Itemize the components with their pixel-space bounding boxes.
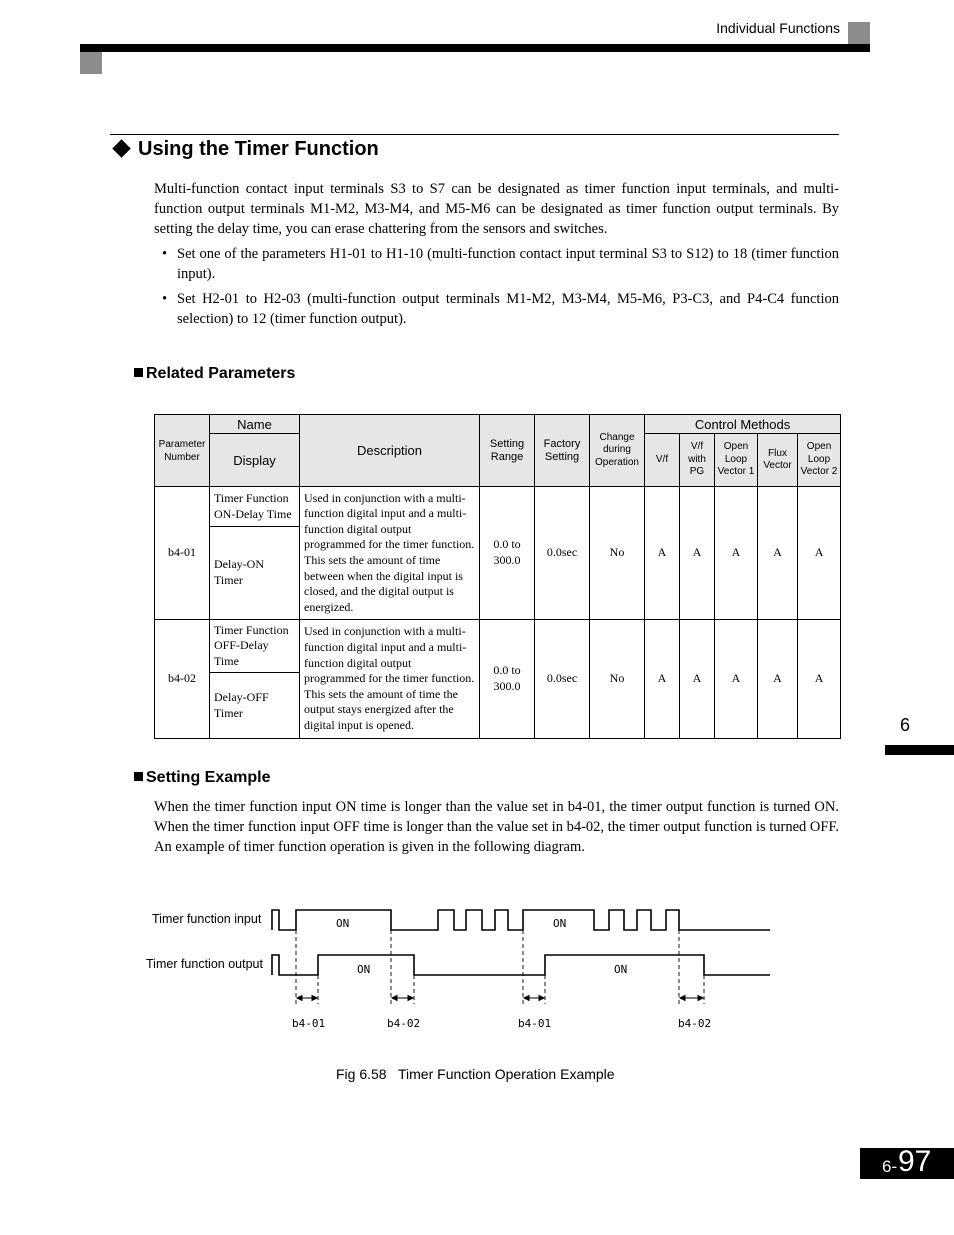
arrowhead-icon (312, 996, 317, 1001)
delay-label: b4-02 (387, 1017, 421, 1030)
header-gray-square (80, 52, 102, 74)
chapter-tab-bar (885, 745, 954, 755)
header-method-olv1: Open Loop Vector 1 (715, 434, 758, 487)
header-method-flux: Flux Vector (758, 434, 798, 487)
param-name: Timer Function ON-Delay Time (210, 487, 300, 527)
bullet-item (162, 244, 839, 284)
on-label: ON (336, 917, 350, 930)
param-method-value: A (758, 487, 798, 620)
param-method-value: A (645, 487, 680, 620)
intro-paragraph: Multi-function contact input terminals S3 to S7 can be designated as timer function input terminals, and multi-function output terminals M1-M2, M3-M4, and M5-M6 can be designated as timer function output terminals. By setting the delay time, you can erase chattering from the sensors and switches. (154, 181, 839, 237)
setting-example-paragraph: When the timer function input ON time is longer than the value set in b4-01, the timer output function is turned ON. When the timer function input OFF time is longer than the value set in b4-02, the timer output function is turned OFF. An example of timer function operation is given in the following diagram. (154, 799, 839, 855)
arrowhead-icon (297, 996, 302, 1001)
header-method-olv2: Open Loop Vector 2 (798, 434, 841, 487)
bullet-dot-icon: • (162, 291, 168, 307)
param-method-value: A (715, 620, 758, 739)
header-method-vf: V/f (645, 434, 680, 487)
param-display: Delay-ON Timer (210, 527, 300, 620)
table-row (155, 487, 841, 527)
header-display: Display (210, 434, 300, 487)
arrowhead-icon (408, 996, 413, 1001)
header-description: Description (300, 415, 480, 487)
output-signal-trace (272, 955, 770, 975)
param-method-value: A (758, 620, 798, 739)
page-number: 97 (898, 1145, 932, 1178)
square-bullet-icon (134, 772, 143, 781)
arrowhead-icon (524, 996, 529, 1001)
header-gray-box (848, 22, 870, 44)
header-factory-setting: Factory Setting (535, 415, 590, 487)
arrowhead-icon (392, 996, 397, 1001)
arrowhead-icon (698, 996, 703, 1001)
param-number: b4-02 (155, 620, 210, 739)
param-number: b4-01 (155, 487, 210, 620)
param-method-value: A (798, 487, 841, 620)
param-factory: 0.0sec (535, 620, 590, 739)
header-setting-range: Setting Range (480, 415, 535, 487)
input-signal-label: Timer function input (152, 912, 262, 926)
page-number-box (860, 1145, 954, 1179)
setting-example-heading-text: Setting Example (146, 769, 271, 786)
output-signal-label: Timer function output (146, 957, 263, 971)
arrowhead-icon (680, 996, 685, 1001)
header-method-vf-pg: V/f with PG (680, 434, 715, 487)
table-row (155, 620, 841, 673)
bullet-text: Set H2-01 to H2-03 (multi-function output terminals M1-M2, M3-M4, M5-M6, P3-C3, and P4-C4 function selection) to 12 (timer function output). (177, 291, 839, 327)
bullet-item (162, 289, 839, 329)
arrowhead-icon (539, 996, 544, 1001)
param-range: 0.0 to 300.0 (480, 620, 535, 739)
timing-diagram (0, 880, 954, 1050)
header-parameter-number: Parameter Number (155, 415, 210, 487)
param-name: Timer Function OFF-Delay Time (210, 620, 300, 673)
param-range: 0.0 to 300.0 (480, 487, 535, 620)
header-name: Name (210, 415, 300, 434)
on-label: ON (614, 963, 628, 976)
page-prefix: 6- (882, 1157, 898, 1176)
related-parameters-heading (134, 365, 295, 383)
param-method-value: A (645, 620, 680, 739)
setting-example-heading (134, 769, 270, 787)
delay-label: b4-02 (678, 1017, 712, 1030)
param-change: No (590, 487, 645, 620)
figure-caption: Fig 6.58 Timer Function Operation Example (336, 1066, 615, 1082)
param-description: Used in conjunction with a multi-function digital input and a multi-function digital output programmed for the timer function. This sets the amount of time between when the digital input is closed, and the digital output is energized. (300, 487, 480, 620)
delay-label: b4-01 (518, 1017, 552, 1030)
related-parameters-heading-text: Related Parameters (146, 365, 296, 382)
chapter-tab-number: 6 (900, 715, 911, 735)
title-rule (110, 134, 839, 135)
param-display: Delay-OFF Timer (210, 673, 300, 739)
param-method-value: A (680, 487, 715, 620)
section-header: Individual Functions (716, 20, 840, 36)
param-change: No (590, 620, 645, 739)
param-description: Used in conjunction with a multi-function digital input and a multi-function digital output programmed for the timer function. This sets the amount of time the output stays energized after the digital input is opened. (300, 620, 480, 739)
on-label: ON (357, 963, 371, 976)
on-label: ON (553, 917, 567, 930)
diamond-icon (112, 140, 130, 158)
bullet-text: Set one of the parameters H1-01 to H1-10 (multi-function contact input terminal S3 to S12) to 18 (timer function input). (177, 246, 839, 282)
param-method-value: A (798, 620, 841, 739)
param-factory: 0.0sec (535, 487, 590, 620)
section-title-text: Using the Timer Function (138, 138, 379, 160)
parameters-table (154, 414, 841, 739)
delay-label: b4-01 (292, 1017, 326, 1030)
header-control-methods: Control Methods (645, 415, 841, 434)
param-method-value: A (715, 487, 758, 620)
header-change-during-operation: Change during Operation (590, 415, 645, 487)
section-title (112, 138, 379, 161)
param-method-value: A (680, 620, 715, 739)
header-rule (80, 44, 870, 52)
bullet-dot-icon: • (162, 246, 168, 262)
square-bullet-icon (134, 368, 143, 377)
